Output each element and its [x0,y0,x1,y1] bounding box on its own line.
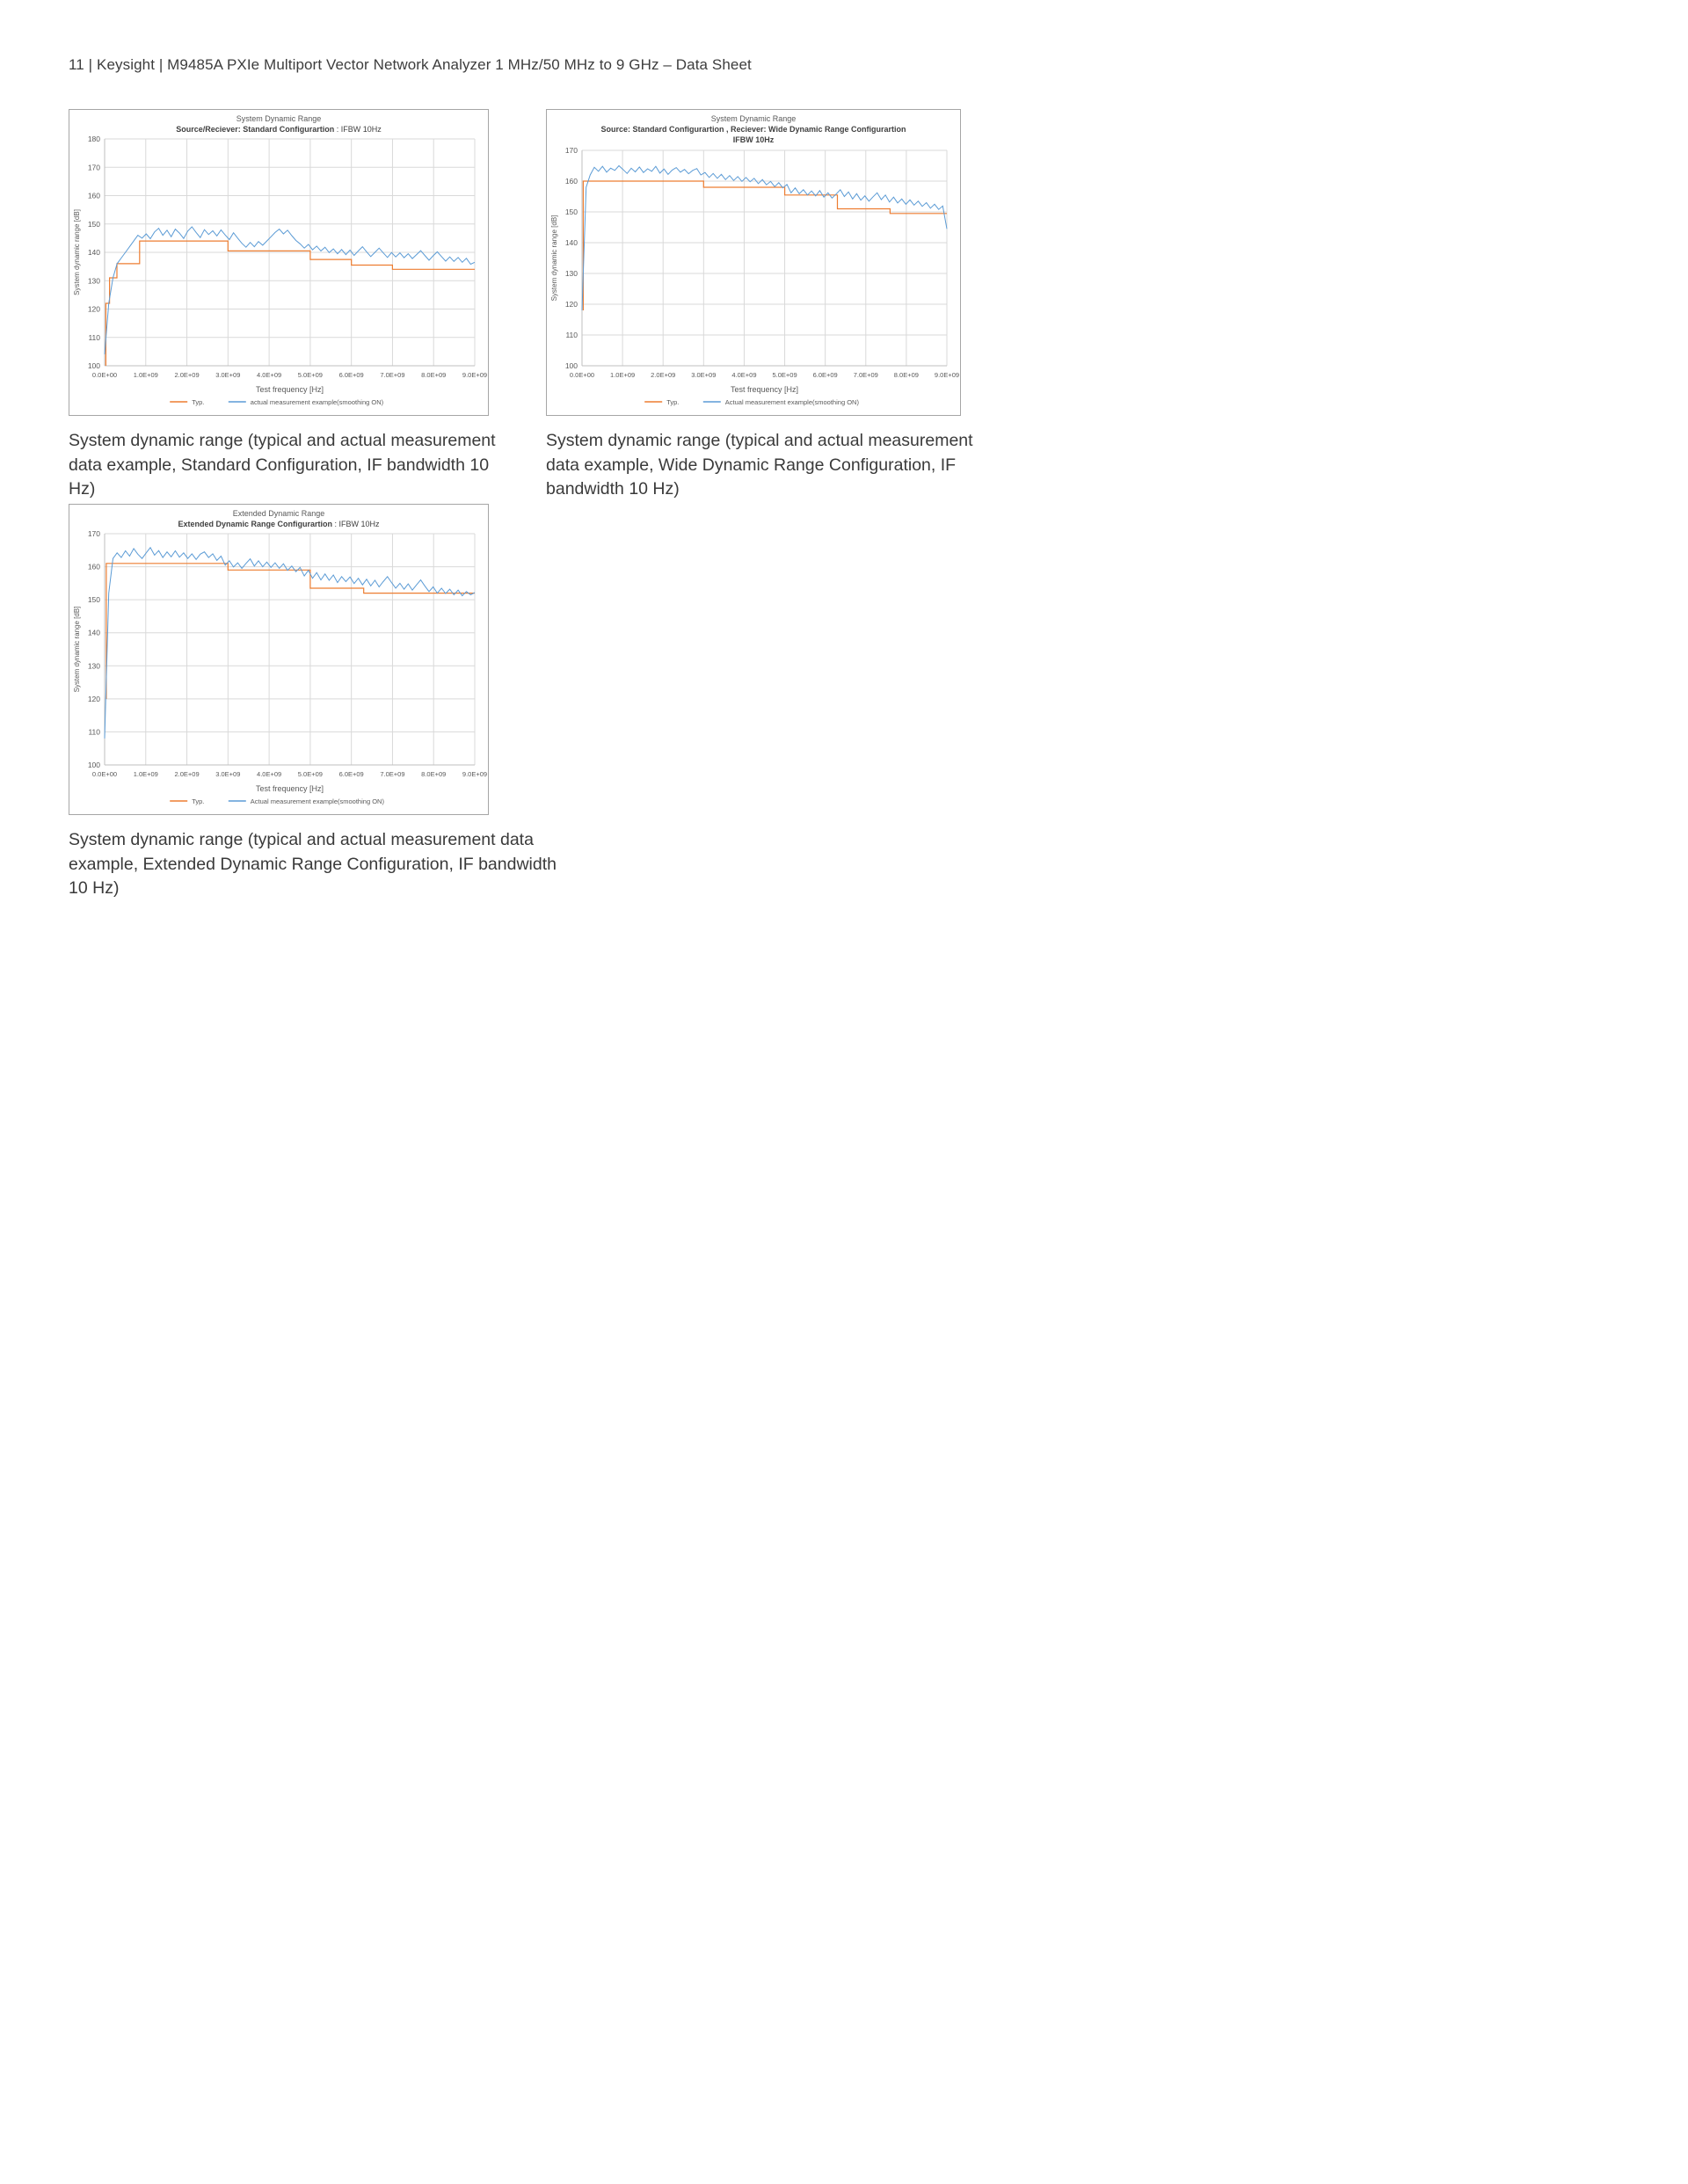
svg-text:3.0E+09: 3.0E+09 [215,770,241,778]
svg-text:110: 110 [565,331,578,339]
chart-extended-dynamic-range-configuration [69,504,489,815]
svg-text:170: 170 [87,529,100,538]
svg-text:5.0E+09: 5.0E+09 [297,371,323,379]
svg-text:System dynamic range [dB]: System dynamic range [dB] [73,606,81,693]
svg-text:System Dynamic Range: System Dynamic Range [710,114,797,123]
svg-text:2.0E+09: 2.0E+09 [651,371,676,379]
svg-text:Typ.: Typ. [666,398,680,406]
svg-text:140: 140 [87,248,100,257]
svg-text:120: 120 [87,694,100,703]
svg-text:130: 130 [564,269,578,278]
svg-text:3.0E+09: 3.0E+09 [215,371,241,379]
svg-text:System Dynamic Range: System Dynamic Range [236,114,322,123]
svg-text:3.0E+09: 3.0E+09 [691,371,717,379]
svg-text:6.0E+09: 6.0E+09 [338,770,364,778]
svg-text:4.0E+09: 4.0E+09 [257,770,282,778]
svg-text:170: 170 [564,146,578,155]
svg-text:110: 110 [88,727,100,737]
svg-text:Test frequency [Hz]: Test frequency [Hz] [730,385,799,394]
svg-text:100: 100 [564,361,578,370]
svg-text:0.0E+00: 0.0E+00 [91,770,118,778]
svg-text:8.0E+09: 8.0E+09 [421,770,447,778]
svg-text:120: 120 [564,300,578,309]
svg-text:140: 140 [87,628,100,637]
svg-text:1.0E+09: 1.0E+09 [133,770,158,778]
svg-text:8.0E+09: 8.0E+09 [893,371,919,379]
svg-text:0.0E+00: 0.0E+00 [569,371,595,379]
svg-text:180: 180 [87,135,100,143]
chart-wide-dynamic-range-configuration [546,109,961,416]
svg-text:8.0E+09: 8.0E+09 [421,371,447,379]
svg-text:IFBW 10Hz: IFBW 10Hz [732,135,775,144]
svg-text:Extended Dynamic Range: Extended Dynamic Range [232,509,325,518]
svg-text:Typ.: Typ. [192,797,205,805]
svg-text:5.0E+09: 5.0E+09 [772,371,797,379]
svg-text:actual measurement example(smo: actual measurement example(smoothing ON) [250,398,384,406]
svg-text:7.0E+09: 7.0E+09 [380,371,405,379]
caption-extended-dynamic-range-configuration: System dynamic range (typical and actual measurement data example, Extended Dynamic Range Configuration, IF bandwidth 10 Hz) [69,830,557,899]
svg-text:2.0E+09: 2.0E+09 [174,770,200,778]
svg-text:160: 160 [564,177,578,186]
svg-text:150: 150 [87,595,100,605]
svg-text:6.0E+09: 6.0E+09 [338,371,364,379]
svg-text:7.0E+09: 7.0E+09 [380,770,405,778]
svg-text:1.0E+09: 1.0E+09 [610,371,636,379]
svg-text:4.0E+09: 4.0E+09 [731,371,757,379]
svg-text:5.0E+09: 5.0E+09 [297,770,323,778]
chart-standard-configuration [69,109,489,416]
svg-text:Test frequency [Hz]: Test frequency [Hz] [255,784,324,793]
svg-text:6.0E+09: 6.0E+09 [812,371,838,379]
svg-text:Typ.: Typ. [192,398,205,406]
page-header: 11 | Keysight | M9485A PXIe Multiport Vector Network Analyzer 1 MHz/50 MHz to 9 GHz – Data Sheet [69,56,752,73]
svg-text:Actual measurement example(smo: Actual measurement example(smoothing ON) [724,398,859,406]
svg-text:0.0E+00: 0.0E+00 [91,371,118,379]
svg-text:9.0E+09: 9.0E+09 [462,770,488,778]
svg-text:7.0E+09: 7.0E+09 [853,371,878,379]
svg-text:120: 120 [87,304,100,314]
svg-text:130: 130 [87,661,100,671]
svg-text:130: 130 [87,276,100,286]
svg-text:100: 100 [87,761,100,769]
svg-text:9.0E+09: 9.0E+09 [462,371,488,379]
svg-text:Test frequency [Hz]: Test frequency [Hz] [255,385,324,394]
svg-text:1.0E+09: 1.0E+09 [133,371,158,379]
svg-text:160: 160 [87,191,100,200]
svg-text:Actual measurement example(smo: Actual measurement example(smoothing ON) [250,797,384,805]
svg-text:System dynamic range [dB]: System dynamic range [dB] [73,209,81,295]
svg-text:100: 100 [87,361,100,370]
svg-text:110: 110 [88,332,100,342]
chart-svg [547,110,960,415]
svg-text:9.0E+09: 9.0E+09 [934,371,960,379]
svg-text:4.0E+09: 4.0E+09 [257,371,282,379]
svg-text:170: 170 [87,163,100,172]
svg-text:150: 150 [564,207,578,216]
svg-text:Source/Reciever: Standard Conf: Source/Reciever: Standard Configurartion : IFBW 10Hz [176,125,382,134]
svg-text:Extended Dynamic Range Config: Extended Dynamic Range Configurartion : IFBW 10Hz [178,520,380,528]
caption-wide-dynamic-range-configuration: System dynamic range (typical and actual measurement data example, Wide Dynamic Range Configuration, IF bandwidth 10 Hz) [546,431,973,499]
svg-text:System dynamic range [dB]: System dynamic range [dB] [550,215,558,302]
svg-text:140: 140 [564,238,578,247]
caption-standard-configuration: System dynamic range (typical and actual measurement data example, Standard Configuration, IF bandwidth 10 Hz) [69,431,496,499]
svg-text:2.0E+09: 2.0E+09 [174,371,200,379]
svg-text:150: 150 [87,219,100,229]
chart-svg [69,505,488,814]
chart-svg [69,110,488,415]
svg-text:160: 160 [87,562,100,571]
svg-text:Source: Standard Configurartio: Source: Standard Configurartion , Reciever: Wide Dynamic Range Configurartion [600,125,906,134]
